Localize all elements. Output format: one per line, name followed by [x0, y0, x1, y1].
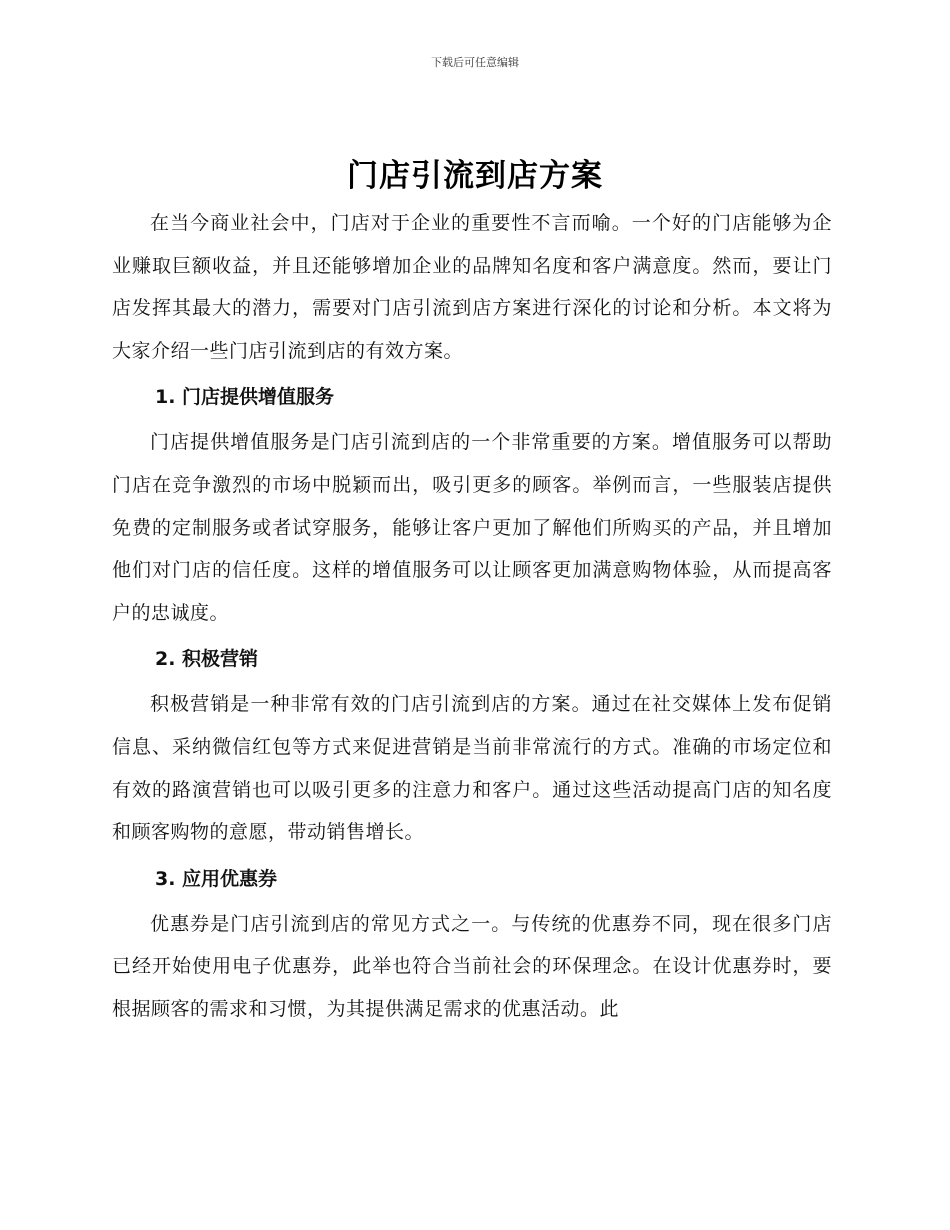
page-title: 门店引流到店方案: [347, 158, 603, 194]
document-body: [112, 202, 832, 1031]
section-body-3: 优惠券是门店引流到店的常见方式之一。与传统的优惠券不同，现在很多门店已经开始使用电子优惠券，此举也符合当前社会的环保理念。在设计优惠券时，要根据顾客的需求和习惯，为其提供满足需求的优惠活动。此: [112, 912, 832, 1020]
section-heading-2: 2. 积极营销: [155, 648, 259, 671]
header-note: 下载后可任意编辑: [431, 56, 519, 69]
section-heading-1: 1. 门店提供增值服务: [155, 386, 335, 409]
section-heading-3: 3. 应用优惠券: [155, 867, 278, 890]
intro-paragraph: 在当今商业社会中，门店对于企业的重要性不言而喻。一个好的门店能够为企业赚取巨额收益，并且还能够增加企业的品牌知名度和客户满意度。然而，要让门店发挥其最大的潜力，需要对门店引流到店方案进行深化的讨论和分析。本文将为大家介绍一些门店引流到店的有效方案。: [112, 212, 832, 362]
section-body-2: 积极营销是一种非常有效的门店引流到店的方案。通过在社交媒体上发布促销信息、采纳微信红包等方式来促进营销是当前非常流行的方式。准确的市场定位和有效的路演营销也可以吸引更多的注意力和客户。通过这些活动提高门店的知名度和顾客购物的意愿，带动销售增长。: [112, 693, 832, 844]
section-body-1: 门店提供增值服务是门店引流到店的一个非常重要的方案。增值服务可以帮助门店在竞争激烈的市场中脱颖而出，吸引更多的顾客。举例而言，一些服装店提供免费的定制服务或者试穿服务，能够让客户更加了解他们所购买的产品，并且增加他们对门店的信任度。这样的增值服务可以让顾客更加满意购物体验，从而提高客户的忠诚度。: [112, 431, 832, 624]
